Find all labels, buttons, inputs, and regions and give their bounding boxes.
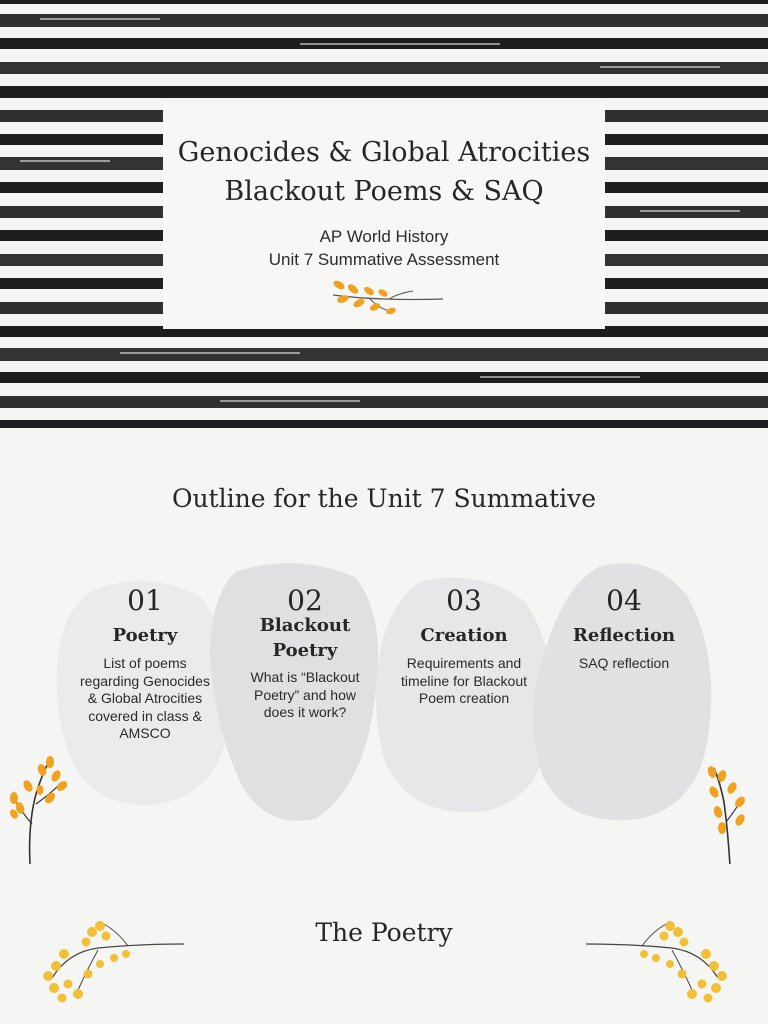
outline-slide bbox=[0, 432, 768, 864]
item-description: List of poems regarding Genocides & Global Atrocities covered in class & AMSCO bbox=[80, 655, 210, 741]
item-number: 04 bbox=[606, 584, 642, 617]
outline-item-reflection bbox=[556, 584, 692, 673]
yellow-leaf-sprig-icon bbox=[329, 279, 445, 319]
yellow-branch-right-icon bbox=[700, 762, 750, 864]
yellow-flower-branch-right-icon bbox=[582, 918, 732, 1008]
outline-title: Outline for the Unit 7 Summative bbox=[171, 484, 597, 513]
title-card bbox=[163, 103, 605, 329]
outline-item-creation bbox=[396, 584, 532, 708]
item-heading: Reflection bbox=[572, 625, 676, 646]
item-number: 01 bbox=[127, 584, 163, 617]
item-description: SAQ reflection bbox=[578, 655, 670, 671]
item-description: Requirements and timeline for Blackout Poem creation bbox=[400, 655, 528, 706]
item-heading: Blackout Poetry bbox=[259, 615, 351, 661]
poetry-title: The Poetry bbox=[315, 918, 453, 947]
poetry-slide bbox=[0, 864, 768, 1024]
title-slide bbox=[0, 0, 768, 432]
item-number: 02 bbox=[287, 584, 323, 617]
item-heading: Poetry bbox=[112, 625, 178, 646]
presentation-title: Genocides & Global Atrocities Blackout Poems & SAQ bbox=[177, 137, 591, 207]
item-description: What is “Blackout Poetry” and how does it work? bbox=[250, 669, 360, 720]
outline-item-poetry bbox=[75, 584, 215, 743]
yellow-branch-left-icon bbox=[6, 754, 70, 864]
item-number: 03 bbox=[446, 584, 482, 617]
presentation-subtitle: AP World History Unit 7 Summative Assessment bbox=[268, 227, 500, 269]
outline-item-blackout-poetry bbox=[240, 584, 370, 722]
item-heading: Creation bbox=[420, 625, 508, 646]
